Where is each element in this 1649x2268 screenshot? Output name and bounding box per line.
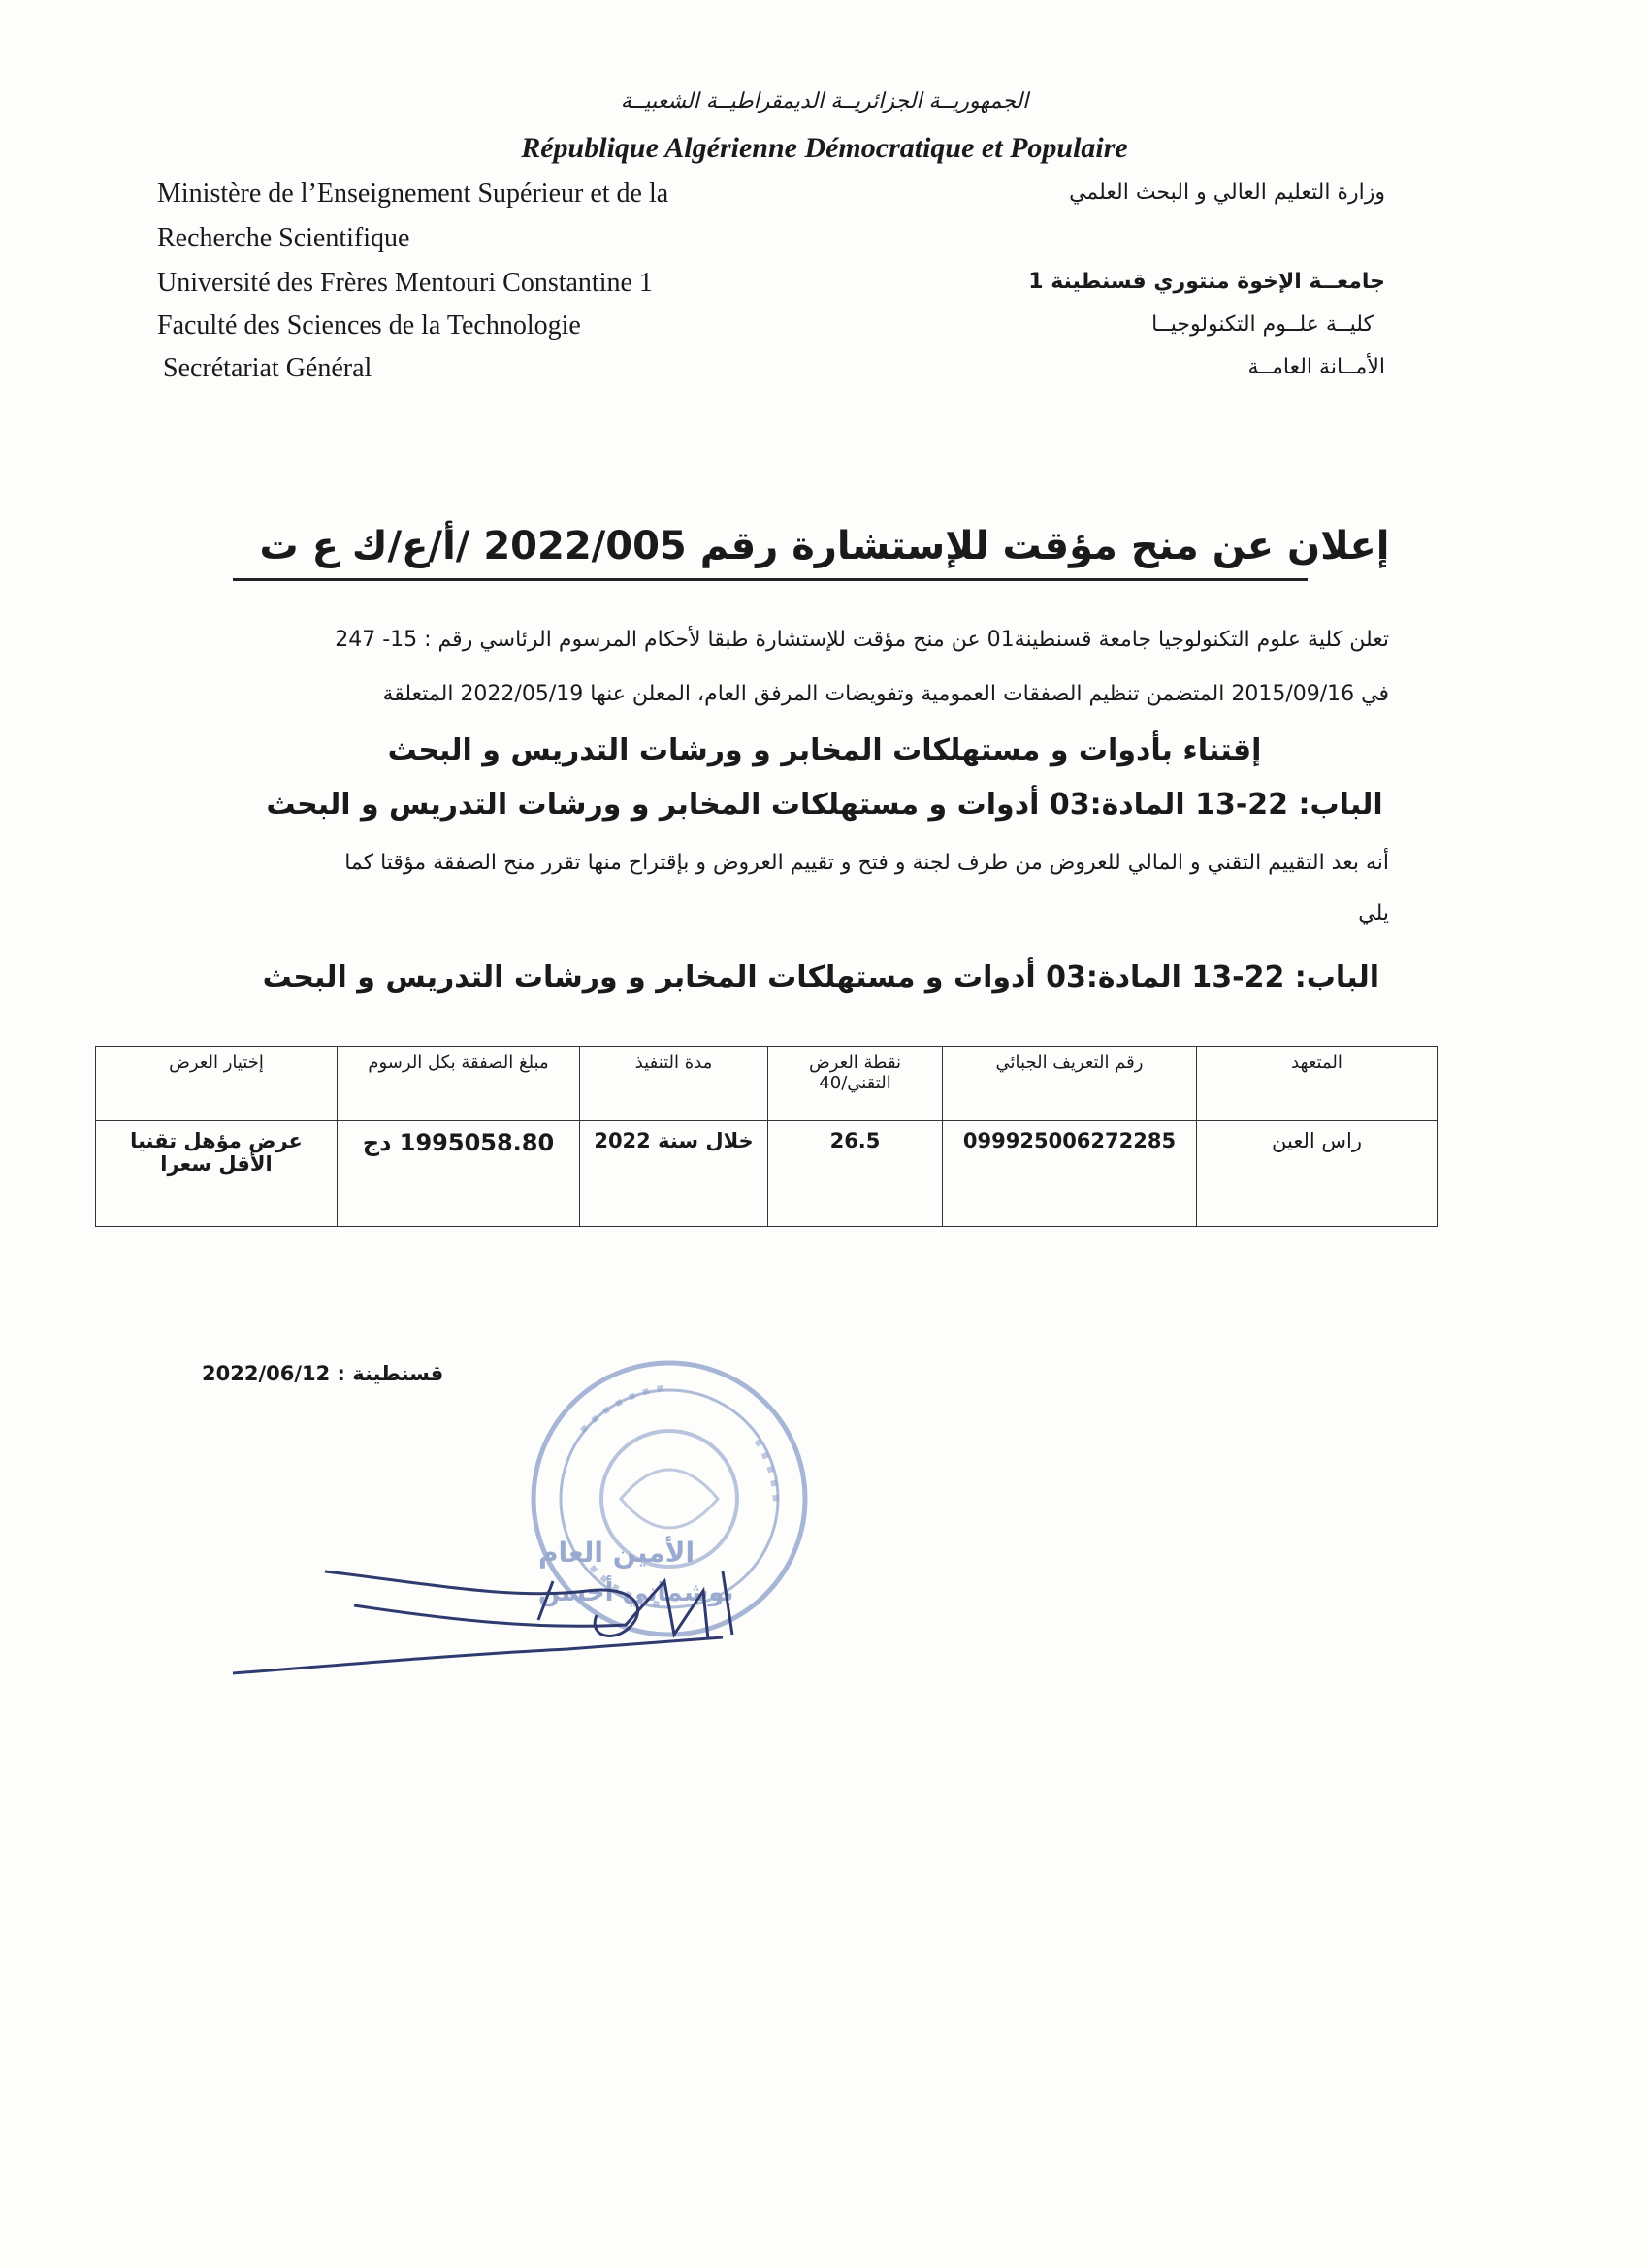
header-fr-research: Recherche Scientifique xyxy=(157,223,410,253)
header-ar-secretariat: الأمــانة العامــة xyxy=(1247,355,1385,379)
header-tax-id: رقم التعريف الجبائي xyxy=(943,1047,1197,1121)
header-fr-faculty: Faculté des Sciences de la Technologie xyxy=(157,310,581,340)
cell-amount: 1995058.80 دج xyxy=(338,1121,580,1227)
intro-line-2: في 2015/09/16 المتضمن تنظيم الصفقات العمومية وتفويضات المرفق العام، المعلن عنها 2022/05/19 المتعلقة xyxy=(382,682,1389,706)
signature-stroke xyxy=(233,1637,723,1673)
header-bidder: المتعهد xyxy=(1197,1047,1438,1121)
header-fr-secretariat: Secrétariat Général xyxy=(163,353,372,383)
award-table xyxy=(95,1046,1438,1227)
evaluation-line-1: أنه بعد التقييم التقني و المالي للعروض من طرف لجنة و فتح و تقييم العروض و بإقتراح منها تقرر منح الصفقة مؤقتا كما xyxy=(344,851,1389,875)
announcement-title: إعلان عن منح مؤقت للإستشارة رقم 2022/005 /أ/ع/ك ع ت xyxy=(259,524,1390,568)
header-duration: مدة التنفيذ xyxy=(580,1047,768,1121)
subject-heading: إقتناء بأدوات و مستهلكات المخابر و ورشات التدريس و البحث xyxy=(387,733,1262,767)
intro-line-1: تعلن كلية علوم التكنولوجيا جامعة قسنطينة01 عن منح مؤقت للإستشارة طبقا لأحكام المرسوم الرئاسي رقم : 15- 247 xyxy=(335,628,1389,652)
signature-name: بوشماني أحسن xyxy=(538,1578,734,1607)
header-ar-ministry: وزارة التعليم العالي و البحث العلمي xyxy=(1069,180,1385,205)
title-underline xyxy=(233,578,1308,581)
header-ar-university: جامعــة الإخوة منتوري قسنطينة 1 xyxy=(1028,270,1385,294)
table-header-row xyxy=(96,1047,1438,1121)
header-amount: مبلغ الصفقة بكل الرسوم xyxy=(338,1047,580,1121)
cell-bidder: راس العين xyxy=(1197,1121,1438,1227)
republic-french: République Algérienne Démocratique et Populaire xyxy=(521,132,1128,164)
signature-block xyxy=(218,1465,917,1717)
header-ar-faculty: كليــة علــوم التكنولوجيــا xyxy=(1151,312,1374,337)
evaluation-line-2: يلي xyxy=(1358,901,1389,925)
header-selection: إختيار العرض xyxy=(96,1047,338,1121)
republic-arabic: الجمهوريــة الجزائريــة الديمقراطيــة الشعبيــة xyxy=(620,89,1029,113)
table-row xyxy=(96,1121,1438,1227)
place-and-date: قسنطينة : 2022/06/12 xyxy=(202,1362,444,1385)
cell-duration: خلال سنة 2022 xyxy=(580,1121,768,1227)
signature-title: الأمين العام xyxy=(538,1537,695,1569)
chapter-heading-2: الباب: 22-13 المادة:03 أدوات و مستهلكات المخابر و ورشات التدريس و البحث xyxy=(262,960,1379,994)
cell-selection: عرض مؤهل تقنيا الأقل سعرا xyxy=(96,1121,338,1227)
header-fr-university: Université des Frères Mentouri Constantine 1 xyxy=(157,268,653,298)
header-fr-ministry: Ministère de l’Enseignement Supérieur et de la xyxy=(157,178,669,209)
cell-tax-id: 099925006272285 xyxy=(943,1121,1197,1227)
chapter-heading-1: الباب: 22-13 المادة:03 أدوات و مستهلكات المخابر و ورشات التدريس و البحث xyxy=(266,788,1383,822)
header-technical-score: نقطة العرض التقني/40 xyxy=(768,1047,943,1121)
cell-technical-score: 26.5 xyxy=(768,1121,943,1227)
